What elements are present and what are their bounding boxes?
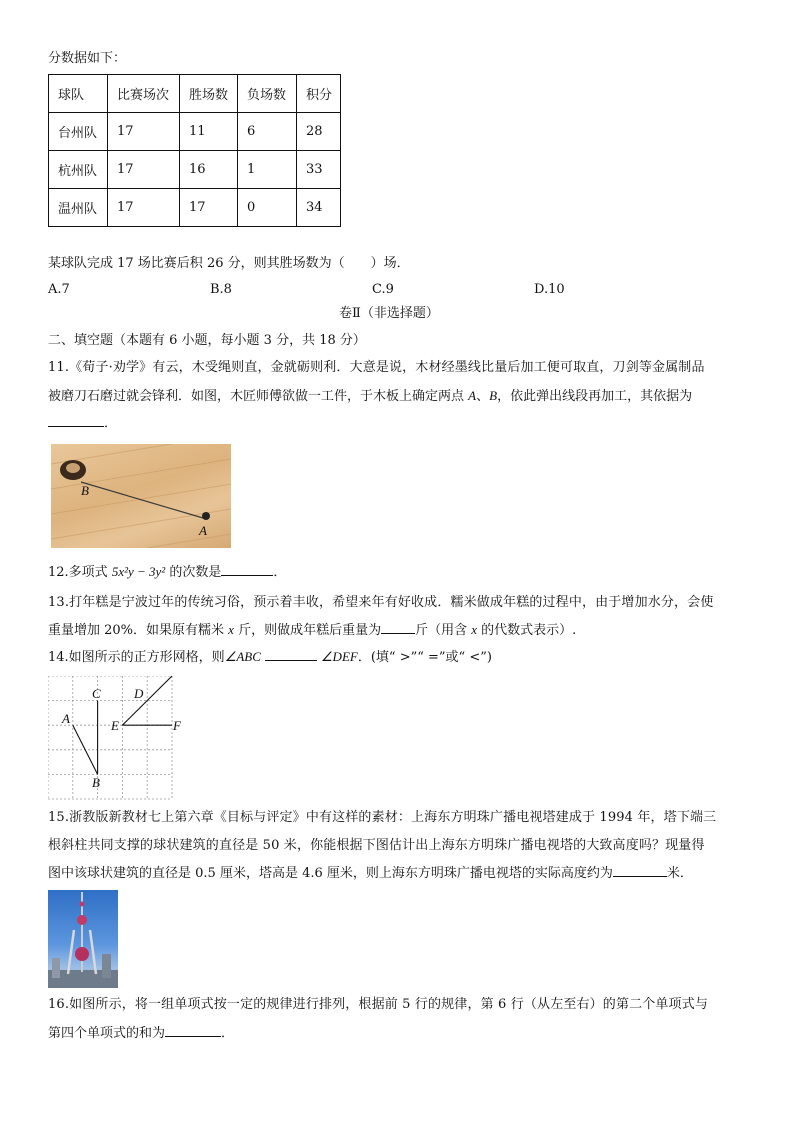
oriental-pearl-tower-photo — [48, 890, 118, 988]
q13-line1: 13.打年糕是宁波过年的传统习俗，预示着丰收，希望来年有好收成．糯米做成年糕的过程中，由于增加水分，会使 — [48, 595, 714, 610]
q12-line — [48, 563, 286, 582]
answer-blank[interactable] — [265, 648, 317, 661]
q12-text: 12.多项式 — [48, 565, 112, 580]
table-row — [49, 189, 341, 227]
angle-abc: ∠ABC — [224, 649, 261, 664]
q16-text: 第四个单项式的和为 — [48, 1026, 166, 1041]
angle-def: ∠DEF — [320, 649, 358, 664]
section-title: 卷Ⅱ（非选择题） — [339, 306, 439, 321]
answer-blank[interactable] — [381, 621, 415, 634]
q11-text: ，依此弹出线段再加工，其依据为 — [497, 389, 693, 404]
q14-line — [48, 648, 492, 667]
q13-line2 — [48, 621, 576, 640]
table-row — [49, 151, 341, 189]
fig-label-a: A — [199, 523, 207, 538]
table-cell: 6 — [238, 113, 297, 151]
period: ． — [104, 416, 118, 431]
table-header-cell: 积分 — [297, 75, 341, 113]
q15-line2: 根斜柱共同支撑的球状建筑的直径是 50 米，你能根据下图估计出上海东方明珠广播电视塔的大致高度吗？现量得 — [48, 838, 705, 853]
q10-option-a: A.7 — [48, 282, 70, 297]
q10-stem: 某球队完成 17 场比赛后积 26 分，则其胜场数为（ ）场． — [48, 256, 410, 271]
q15-text: 图中该球状建筑的直径是 0.5 厘米，塔高是 4.6 厘米，则上海东方明珠广播电视塔的实际高度约为 — [48, 866, 613, 881]
q12-text: 的次数是 — [165, 565, 222, 580]
table-row — [49, 113, 341, 151]
wood-board-illustration — [51, 444, 231, 548]
q15-line3 — [48, 864, 693, 883]
chalk-line — [81, 482, 203, 518]
square-grid-figure — [48, 676, 198, 800]
grid-label-e: E — [111, 718, 119, 733]
table-cell: 台州队 — [49, 113, 108, 151]
nail-icon — [202, 512, 210, 520]
table-cell: 17 — [108, 189, 180, 227]
table-header-row — [49, 75, 341, 113]
answer-blank[interactable] — [165, 1024, 221, 1037]
q16-line2 — [48, 1024, 234, 1043]
grid-label-f: F — [173, 718, 181, 733]
table-cell: 17 — [180, 189, 238, 227]
point-b-label: B — [489, 388, 498, 403]
table-cell: 34 — [297, 189, 341, 227]
q13-text: 的代数式表示）. — [477, 623, 577, 638]
part2-title: 二、填空题（本题有 6 小题，每小题 3 分，共 18 分） — [48, 333, 366, 348]
table-cell: 28 — [297, 113, 341, 151]
answer-blank[interactable] — [613, 864, 667, 877]
q10-option-b: B.8 — [210, 282, 232, 297]
q11-text: 被磨刀石磨过就会锋利．如图，木匠师傅欲做一工件，于木板上确定两点 — [48, 389, 469, 404]
table-header-cell: 负场数 — [238, 75, 297, 113]
table-cell: 17 — [108, 151, 180, 189]
q13-text: 斤，则做成年糕后重量为 — [233, 623, 382, 638]
q11-line2 — [48, 387, 692, 406]
table-cell: 16 — [180, 151, 238, 189]
q15-text: 米． — [666, 866, 693, 881]
q10-option-c: C.9 — [372, 282, 394, 297]
fig-label-b: B — [81, 483, 89, 498]
table-header-cell: 球队 — [49, 75, 108, 113]
table-cell: 温州队 — [49, 189, 108, 227]
table-cell: 33 — [297, 151, 341, 189]
table-cell: 11 — [180, 113, 238, 151]
wood-board-photo — [51, 444, 231, 548]
grid-label-a: A — [62, 711, 70, 726]
q16-line1: 16.如图所示，将一组单项式按一定的规律进行排列，根据前 5 行的规律，第 6 行（从左至右）的第二个单项式与 — [48, 997, 708, 1012]
intro-text: 分数据如下： — [48, 51, 127, 66]
period: ． — [273, 565, 287, 580]
tower-illustration — [48, 890, 118, 988]
q15-line1: 15.浙教版新教材七上第六章《目标与评定》中有这样的素材：上海东方明珠广播电视塔建成于 1994 年，塔下端三 — [48, 810, 717, 825]
polynomial-expression: 5x²y − 3y² — [111, 564, 166, 579]
table-cell: 1 — [238, 151, 297, 189]
variable-x: x — [471, 622, 478, 637]
q10-option-d: D.10 — [534, 282, 565, 297]
grid-label-b: B — [92, 775, 100, 790]
q11-line1: 11.《荀子·劝学》有云，木受绳则直，金就砺则利．大意是说，木材经墨线比量后加工便可取直，刀剑等金属制品 — [48, 360, 705, 375]
table-cell: 0 — [238, 189, 297, 227]
separator: 、 — [476, 389, 490, 404]
answer-blank[interactable] — [221, 563, 273, 576]
q11-answer-line — [48, 414, 117, 433]
answer-blank[interactable] — [48, 414, 104, 427]
period: ． — [221, 1026, 235, 1041]
grid-label-c: C — [92, 686, 101, 701]
score-table — [48, 74, 341, 227]
table-header-cell: 胜场数 — [180, 75, 238, 113]
q14-text: ．(填“ >”“ =”或“ <”) — [357, 650, 492, 665]
q13-text: 斤（用含 — [415, 623, 472, 638]
table-cell: 17 — [108, 113, 180, 151]
table-cell: 杭州队 — [49, 151, 108, 189]
grid-label-d: D — [134, 686, 144, 701]
table-header-cell: 比赛场次 — [108, 75, 180, 113]
variable-x: x — [228, 622, 234, 637]
q13-text: 重量增加 20%．如果原有糯米 — [48, 623, 229, 638]
point-a-label: A — [468, 388, 477, 403]
q14-text: 14.如图所示的正方形网格，则 — [48, 650, 225, 665]
